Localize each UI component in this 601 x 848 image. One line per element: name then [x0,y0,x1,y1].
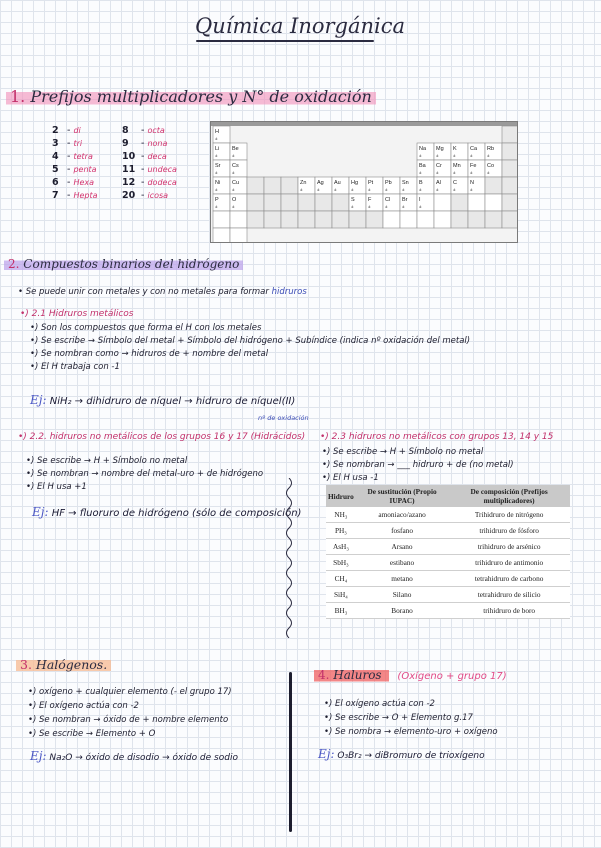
periodic-table-grid [211,122,517,242]
section-4-title-wrap [314,668,389,682]
periodic-cell [434,177,451,194]
prefix-name: deca [147,152,167,161]
s21-line: •) Son los compuestos que forma el H con los metales [30,323,262,333]
table-cell: metano [356,571,448,587]
periodic-cell [332,177,349,194]
s23-line: •) Se escribe → H + Símbolo no metal [322,447,484,457]
prefix-list-left [52,124,98,202]
table-header: De composición (Prefijos multiplicadores) [448,485,570,507]
periodic-symbol: Zn [300,180,307,186]
periodic-cell [230,177,247,194]
periodic-cell [332,194,349,211]
table-cell: amoniaco/azano [356,507,448,523]
periodic-cell [417,194,434,211]
section-2-intro [18,287,307,297]
periodic-cell [298,211,315,228]
table-cell: NH₃ [326,507,356,523]
periodic-oxidation: ± [419,204,422,209]
wavy-divider [283,478,295,638]
prefix-name: Hexa [73,178,95,187]
periodic-cell [366,177,383,194]
periodic-oxidation: ± [232,187,235,192]
prefix-number: 2 [52,125,59,136]
prefix-row: 11 - undeca [122,164,177,175]
section-3-title: Halógenos. [35,657,108,672]
periodic-oxidation: ± [215,136,218,141]
table-cell: PH₃ [326,523,356,539]
periodic-cell [485,143,502,160]
table-cell: trihidruro de antimonio [448,555,570,571]
table-row [326,603,570,619]
periodic-cell [417,160,434,177]
example-label: Ej: [318,747,335,761]
periodic-cell [213,160,230,177]
periodic-oxidation: ± [232,170,235,175]
periodic-symbol: S [351,197,355,203]
periodic-header-strip [211,122,517,126]
periodic-symbol: Sr [215,163,221,169]
periodic-oxidation: ± [300,187,303,192]
periodic-symbol: O [232,197,237,203]
periodic-cell [281,211,298,228]
prefix-number: 11 [122,164,136,175]
section-4-heading [314,664,507,683]
periodic-symbol: Br [402,197,408,203]
section-4-subtitle: (Oxígeno + grupo 17) [397,671,507,682]
table-row [326,507,570,523]
periodic-cell [485,177,502,194]
s3-line: •) Se nombran → óxido de + nombre elemento [28,715,229,725]
s21-example [30,393,295,407]
example-text: O₃Br₂ → diBromuro de trioxígeno [337,751,485,761]
subsection-2-3-title [320,432,553,442]
periodic-symbol: Hg [351,180,359,186]
prefix-name: dodeca [147,178,177,187]
periodic-symbol: N [470,180,474,186]
periodic-symbol: Al [436,180,441,186]
table-header: Hidruro [326,485,356,507]
periodic-symbol: I [419,197,421,203]
periodic-cell [502,143,517,160]
periodic-symbol: F [368,197,372,203]
periodic-cell [434,194,451,211]
prefix-name: octa [147,126,165,135]
periodic-symbol: Cu [232,180,240,186]
periodic-cell [247,211,264,228]
periodic-symbol: Ba [419,163,426,169]
prefix-list-right [122,124,177,202]
prefix-row: 3 - tri [52,138,83,149]
periodic-cell [281,177,298,194]
periodic-cell [502,177,517,194]
periodic-cell [502,126,517,143]
periodic-cell [451,194,468,211]
periodic-oxidation: ± [453,153,456,158]
table-header-row [326,485,570,507]
periodic-cell [400,177,417,194]
periodic-oxidation: ± [453,187,456,192]
prefix-row: 20 - icosa [122,190,169,201]
s23-line: •) Se nombran → ___ hidruro + de (no metal) [322,460,514,470]
periodic-cell [468,177,485,194]
periodic-symbol: Pb [385,180,392,186]
column-divider [289,672,292,832]
table-cell: trihidruro de fósforo [448,523,570,539]
s4-line: •) Se escribe → O + Elemento g.17 [324,713,473,723]
periodic-cell [213,143,230,160]
periodic-oxidation: ± [436,187,439,192]
periodic-oxidation: ± [402,187,405,192]
periodic-oxidation: ± [385,187,388,192]
periodic-symbol: B [419,180,423,186]
intro-text: • Se puede unir con metales y con no metales para formar [18,287,269,297]
prefix-number: 7 [52,190,59,201]
periodic-oxidation: ± [419,170,422,175]
periodic-oxidation: ± [453,170,456,175]
s21-line: •) Se escribe → Símbolo del metal + Símbolo del hidrógeno + Subíndice (indica nº oxidación del metal) [30,336,471,346]
example-text: NiH₂ → dihidruro de níquel → hidruro de níquel(II) [49,396,296,407]
section-2-heading [4,257,243,271]
periodic-cell [451,177,468,194]
periodic-cell [502,211,517,228]
prefix-row: 8 - octa [122,125,165,136]
s3-line: •) oxígeno + cualquier elemento (- el grupo 17) [28,687,232,697]
periodic-cell [468,143,485,160]
periodic-cell [230,211,247,228]
periodic-cell [468,194,485,211]
periodic-symbol: Sn [402,180,409,186]
s4-line: •) Se nombra → elemento-uro + oxígeno [324,727,498,737]
intro-highlight: hidruros [271,287,307,297]
periodic-oxidation: ± [215,170,218,175]
periodic-cell [366,211,383,228]
s22-example [32,505,301,519]
section-3-heading [16,657,111,672]
prefix-row: 7 - Hepta [52,190,98,201]
periodic-cell [417,211,434,228]
periodic-symbol: Mn [453,163,461,169]
periodic-symbol: Cs [232,163,239,169]
periodic-symbol: K [453,146,457,152]
periodic-oxidation: ± [402,204,405,209]
prefix-name: nona [147,139,168,148]
table-row [326,555,570,571]
section-4-number: 4. [318,668,330,682]
table-cell: fosfano [356,523,448,539]
prefix-number: 20 [122,190,136,201]
periodic-symbol: Na [419,146,427,152]
periodic-cell [247,177,264,194]
subsection-2-1-title-text: •) 2.1 Hidruros metálicos [20,309,134,319]
periodic-symbol: Rb [487,146,495,152]
title-underline [196,40,374,42]
table-cell: Borano [356,603,448,619]
periodic-cell [213,177,230,194]
periodic-cell [434,143,451,160]
prefix-row: 2 - di [52,125,81,136]
periodic-cell [247,194,264,211]
periodic-oxidation: ± [215,204,218,209]
periodic-cell [434,160,451,177]
table-cell: SiH₄ [326,587,356,603]
periodic-oxidation: ± [436,170,439,175]
prefix-name: icosa [147,191,169,200]
periodic-cell [315,194,332,211]
periodic-symbol: Li [215,146,220,152]
s22-line: •) Se nombran → nombre del metal-uro + de hidrógeno [26,469,264,479]
section-2-number: 2. [8,257,20,271]
periodic-symbol: Be [232,146,239,152]
periodic-oxidation: ± [436,153,439,158]
periodic-symbol: Co [487,163,495,169]
periodic-cell [264,194,281,211]
periodic-oxidation: ± [215,187,218,192]
prefix-number: 10 [122,151,136,162]
periodic-cell [213,126,230,143]
periodic-cell [332,211,349,228]
periodic-symbol: P [215,197,219,203]
periodic-cell [451,143,468,160]
table-header: De sustitución (Propio IUPAC) [356,485,448,507]
periodic-oxidation: ± [351,187,354,192]
subsection-2-2-title-text: •) 2.2. hidruros no metálicos de los grupos 16 y 17 (Hidrácidos) [18,432,306,442]
prefix-row: 5 - penta [52,164,97,175]
periodic-cell [315,177,332,194]
periodic-cell [502,194,517,211]
periodic-oxidation: ± [385,204,388,209]
periodic-cell [298,194,315,211]
subsection-2-3-title-text: •) 2.3 hidruros no metálicos con grupos 13, 14 y 15 [320,432,554,442]
periodic-cell [349,194,366,211]
s22-line: •) El H usa +1 [26,482,87,492]
section-1-title: Prefijos multiplicadores y N° de oxidación [30,87,372,106]
prefix-row: 10 - deca [122,151,167,162]
periodic-cell [230,160,247,177]
periodic-cell [230,143,247,160]
periodic-oxidation: ± [351,204,354,209]
periodic-cell [383,194,400,211]
s4-line: •) El oxígeno actúa con -2 [324,699,435,709]
periodic-oxidation: ± [334,187,337,192]
periodic-symbol: Ca [470,146,478,152]
table-cell: Arsano [356,539,448,555]
prefix-row: 12 - dodeca [122,177,177,188]
section-1-heading [6,87,376,106]
example-text: Na₂O → óxido de disodio → óxido de sodio [49,753,238,763]
periodic-cell [400,194,417,211]
periodic-oxidation: ± [232,204,235,209]
periodic-oxidation: ± [419,153,422,158]
periodic-cell [230,228,247,242]
table-cell: Silano [356,587,448,603]
example-label: Ej: [30,393,47,407]
periodic-cell [298,177,315,194]
periodic-oxidation: ± [317,187,320,192]
section-1-number: 1. [10,87,26,106]
prefix-name: di [73,126,81,135]
prefix-number: 9 [122,138,129,149]
periodic-cell [468,211,485,228]
periodic-cell [485,211,502,228]
periodic-symbol: H [215,129,219,135]
periodic-cell [213,228,230,242]
prefix-row: 6 - Hexa [52,177,95,188]
periodic-oxidation: ± [368,187,371,192]
periodic-cell [468,160,485,177]
section-2-title: Compuestos binarios del hidrógeno [23,257,240,271]
page-title: Química Inorgánica [195,14,406,38]
periodic-cell [502,160,517,177]
periodic-cell [230,194,247,211]
example-label: Ej: [30,749,47,763]
periodic-oxidation: ± [215,153,218,158]
periodic-symbol: Pt [368,180,374,186]
periodic-cell [451,211,468,228]
table-row [326,523,570,539]
table-row [326,587,570,603]
hydride-table [326,485,570,619]
periodic-cell [264,211,281,228]
prefix-number: 6 [52,177,59,188]
table-cell: Trihidruro de nitrógeno [448,507,570,523]
periodic-cell [383,211,400,228]
s23-line: •) El H usa -1 [322,473,379,483]
periodic-cell [434,211,451,228]
example-text: HF → fluoruro de hidrógeno (sólo de composición) [51,508,302,519]
prefix-name: penta [73,165,97,174]
table-cell: tetrahidruro de silicio [448,587,570,603]
periodic-symbol: Cl [385,197,391,203]
periodic-symbol: Fe [470,163,477,169]
subsection-2-2-title [18,432,305,442]
periodic-symbol: Mg [436,146,444,152]
prefix-number: 5 [52,164,59,175]
table-cell: trihidruro de arsénico [448,539,570,555]
prefix-number: 12 [122,177,136,188]
periodic-symbol: Ag [317,180,324,186]
example-label: Ej: [32,505,49,519]
prefix-number: 3 [52,138,59,149]
prefix-name: Hepta [73,191,98,200]
periodic-oxidation: ± [470,187,473,192]
table-cell: trihidruro de boro [448,603,570,619]
periodic-cell [349,211,366,228]
periodic-oxidation: ± [232,153,235,158]
periodic-symbol: Cr [436,163,442,169]
periodic-symbol: Ni [215,180,221,186]
table-cell: AsH₃ [326,539,356,555]
periodic-oxidation: ± [470,170,473,175]
periodic-cell [485,160,502,177]
table-cell: tetrahidruro de carbono [448,571,570,587]
periodic-cell [213,211,230,228]
section-4-title: Haluros [333,668,382,682]
table-cell: SbH₃ [326,555,356,571]
periodic-oxidation: ± [487,153,490,158]
periodic-oxidation: ± [470,153,473,158]
periodic-cell [485,194,502,211]
prefix-name: tri [73,139,83,148]
prefix-number: 8 [122,125,129,136]
periodic-cell [451,160,468,177]
section-3-number: 3. [20,657,32,672]
periodic-cell [281,194,298,211]
periodic-cell [349,177,366,194]
s3-example [30,749,238,763]
subsection-2-1-title [20,309,134,319]
table-cell: BH₃ [326,603,356,619]
periodic-symbol: C [453,180,457,186]
table-cell: CH₄ [326,571,356,587]
periodic-table-image [210,121,518,243]
s21-line: •) El H trabaja con -1 [30,362,120,372]
table-cell: estibano [356,555,448,571]
periodic-oxidation: ± [487,170,490,175]
s22-line: •) Se escribe → H + Símbolo no metal [26,456,188,466]
periodic-oxidation: ± [368,204,371,209]
periodic-cell [366,194,383,211]
periodic-cell [417,177,434,194]
periodic-cell [400,211,417,228]
s3-line: •) Se escribe → Elemento + O [28,729,156,739]
s21-note: nº de oxidación [258,414,309,422]
table-row [326,571,570,587]
prefix-number: 4 [52,151,59,162]
prefix-row: 9 - nona [122,138,168,149]
prefix-name: undeca [147,165,177,174]
prefix-row: 4 - tetra [52,151,93,162]
s3-line: •) El oxígeno actúa con -2 [28,701,139,711]
periodic-oxidation: ± [419,187,422,192]
periodic-cell [383,177,400,194]
periodic-cell [315,211,332,228]
periodic-cell [264,177,281,194]
table-row [326,539,570,555]
s4-example [318,747,485,761]
periodic-cell [417,143,434,160]
prefix-name: tetra [73,152,93,161]
periodic-symbol: Au [334,180,341,186]
s21-line: •) Se nombran como → hidruros de + nombre del metal [30,349,269,359]
periodic-cell [213,194,230,211]
